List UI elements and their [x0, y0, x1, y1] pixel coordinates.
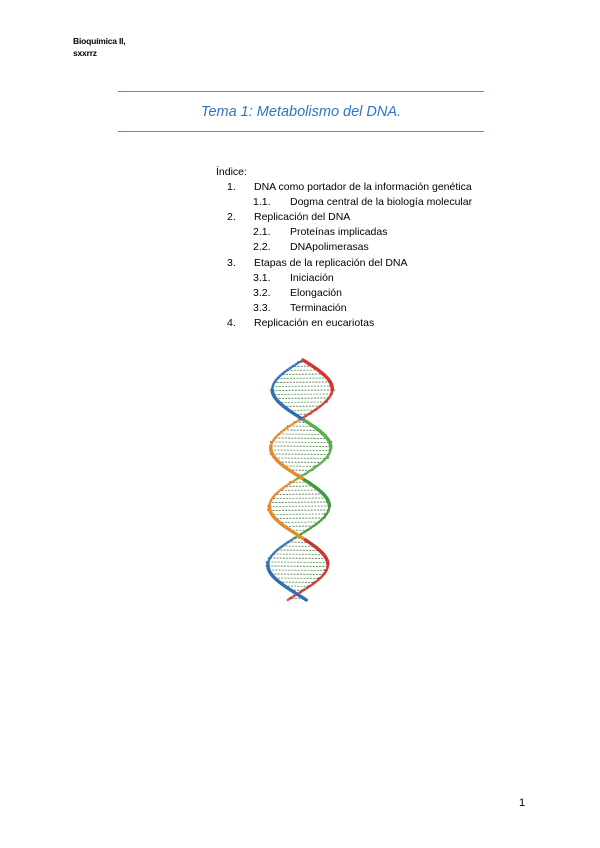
toc-subitem [216, 225, 388, 240]
toc-item-text: Elongación [290, 286, 342, 299]
base-pair [270, 502, 328, 503]
base-pair [287, 370, 318, 371]
base-pair [288, 410, 315, 411]
dna-double-helix-icon [252, 352, 352, 608]
base-pair [281, 490, 319, 491]
toc-item-number: 4. [227, 316, 236, 329]
base-pair [277, 550, 319, 551]
base-pair [279, 462, 322, 463]
toc-item [216, 180, 472, 195]
toc-item-number: 2.2. [253, 241, 271, 254]
toc-item-number: 3.2. [253, 286, 271, 299]
base-pair [271, 574, 324, 575]
base-pair [273, 386, 332, 387]
base-pair [285, 586, 310, 587]
base-pair [279, 582, 315, 583]
toc-item-text: Replicación en eucariotas [254, 316, 375, 329]
toc-subitem [216, 271, 334, 286]
base-pair [275, 398, 329, 399]
base-pair [270, 558, 326, 559]
base-pair [275, 458, 326, 459]
toc-item-number: 3. [227, 256, 236, 269]
base-pair [284, 466, 318, 467]
base-pair [275, 382, 330, 383]
base-pair [273, 394, 331, 395]
base-pair [283, 406, 320, 407]
base-pair [269, 570, 327, 571]
base-pair [284, 526, 314, 527]
toc-item-number: 2.1. [253, 226, 271, 239]
helix-strand-segment [288, 598, 291, 600]
base-pair [276, 494, 323, 495]
toc-item-number: 2. [227, 211, 236, 224]
toc-item-text: Dogma central de la biología molecular [290, 196, 473, 209]
base-pair [286, 486, 314, 487]
base-pair [269, 506, 329, 507]
page-title: Tema 1: Metabolismo del DNA. [200, 104, 402, 120]
base-pair [268, 566, 328, 567]
base-pair [279, 522, 319, 523]
base-pair [279, 434, 323, 435]
base-pair [282, 546, 314, 547]
title-rule-bottom [118, 131, 484, 132]
base-pair [272, 454, 329, 455]
toc-subitem [216, 240, 369, 255]
toc-subitem [216, 301, 347, 316]
base-pair [273, 498, 327, 499]
base-pair [288, 542, 308, 543]
toc-item-text: Terminación [290, 301, 347, 314]
toc-item [216, 210, 351, 225]
header-author: sxxrrz [73, 48, 97, 58]
base-pair [272, 390, 332, 391]
toc-item-number: 1. [227, 181, 236, 194]
toc-subitem [216, 286, 342, 301]
base-pair [270, 510, 329, 511]
base-pair [273, 554, 323, 555]
base-pair [275, 438, 327, 439]
base-pair [272, 442, 329, 443]
header-course: Bioquímica II, [73, 36, 126, 46]
page-number: 1 [519, 797, 526, 809]
toc-item [216, 316, 375, 331]
toc-item [216, 256, 408, 271]
toc-list [216, 180, 473, 331]
base-pair [275, 578, 321, 579]
base-pair [268, 562, 327, 563]
toc-item-number: 1.1. [253, 196, 271, 209]
toc-item-text: Replicación del DNA [254, 211, 351, 224]
toc-heading: Índice: [216, 166, 247, 178]
base-pair [271, 450, 331, 451]
toc-item-text: DNA como portador de la información genética [254, 181, 472, 194]
toc-item-number: 3.3. [253, 301, 271, 314]
document-header [73, 35, 125, 59]
base-pair [284, 430, 319, 431]
table-of-contents [216, 165, 473, 331]
title-rule-top [118, 91, 484, 92]
base-pair [271, 446, 331, 447]
toc-item-text: Proteínas implicadas [290, 226, 388, 239]
toc-subitem [216, 195, 473, 210]
base-pair [279, 402, 326, 403]
toc-item-text: DNApolimerasas [290, 241, 369, 254]
base-pair [272, 514, 327, 515]
toc-item-text: Iniciación [290, 271, 334, 284]
base-pair [275, 518, 324, 519]
toc-item-text: Etapas de la replicación del DNA [254, 256, 408, 269]
base-pair [278, 378, 327, 379]
base-pair [290, 426, 313, 427]
base-pair [282, 374, 323, 375]
toc-item-number: 3.1. [253, 271, 271, 284]
helix-strand-segment [303, 598, 306, 600]
